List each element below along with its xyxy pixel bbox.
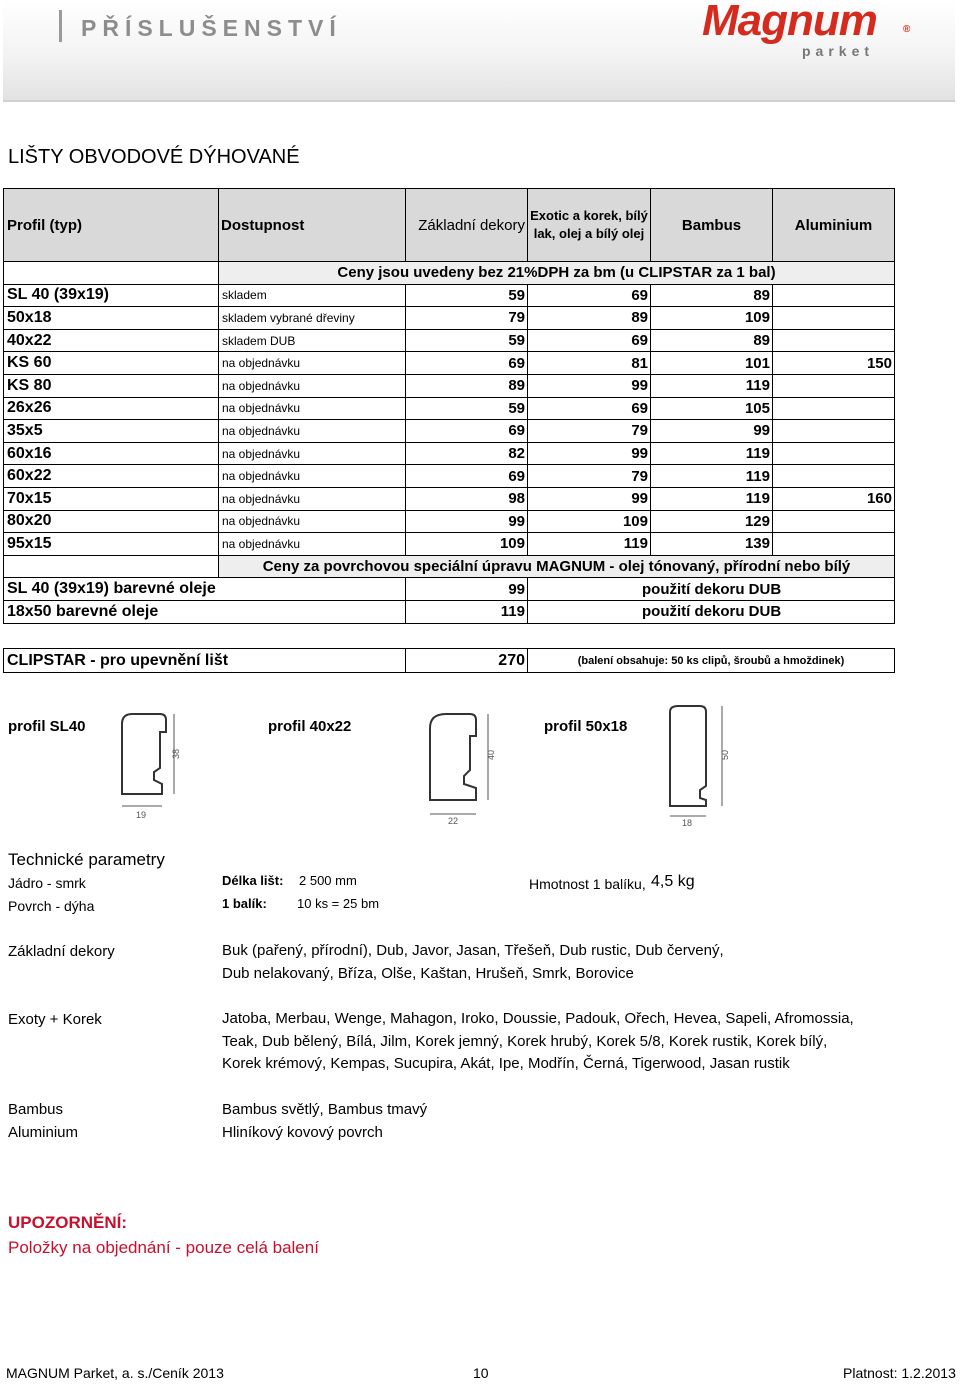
aluminium-label: Aluminium [8,1124,79,1141]
row-price-basic: 99 [406,510,528,533]
row-price-bambus: 119 [651,487,773,510]
row-price-exotic: 89 [528,307,651,330]
row-price-basic: 59 [406,329,528,352]
row-profile: KS 80 [4,374,219,397]
row-price-bambus: 119 [651,442,773,465]
row-availability: na objednávku [219,465,406,488]
row-price-aluminium [773,307,895,330]
logo-subtitle: parket [802,43,875,59]
row-price-bambus: 105 [651,397,773,420]
profile-50x18-height: 50 [720,749,730,760]
table-row [4,420,895,443]
price-note-empty [4,262,219,285]
footer-left: MAGNUM Parket, a. s./Ceník 2013 [6,1365,224,1381]
row-availability: na objednávku [219,533,406,556]
profile-sl40-drawing [116,710,196,830]
clipstar-label: CLIPSTAR - pro upevnění lišt [4,649,406,673]
table-row [4,329,895,352]
header-profile: Profil (typ) [4,189,219,262]
profile-40x22-width: 22 [448,816,459,826]
row-price-basic: 82 [406,442,528,465]
row-price-basic: 109 [406,533,528,556]
table-row [4,510,895,533]
technical-title: Technické parametry [8,850,165,869]
profile-50x18-drawing [664,702,754,832]
header-exotic: Exotic a korek, bílý lak, olej a bílý olej [528,189,651,262]
basic-decors-line: Buk (pařený, přírodní), Dub, Javor, Jasan, Třešeň, Dub rustic, Dub červený, [222,942,724,959]
basic-decors-text [222,940,724,985]
row-price-basic: 89 [406,374,528,397]
row-price-basic: 59 [406,397,528,420]
table-row [4,374,895,397]
clipstar-table [3,648,895,673]
exotic-line: Teak, Dub bělený, Bílá, Jilm, Korek jemný, Korek hrubý, Korek 5/8, Korek rustik, Korek bílý, [222,1032,828,1050]
row-price-basic: 69 [406,465,528,488]
row-price-basic: 69 [406,352,528,375]
basic-decors-line: Dub nelakovaný, Bříza, Olše, Kaštan, Hrušeň, Smrk, Borovice [222,964,634,982]
row-price-basic: 98 [406,487,528,510]
row-profile: 40x22 [4,329,219,352]
table-header-row [4,189,895,262]
row-availability: na objednávku [219,397,406,420]
row-price-exotic: 69 [528,329,651,352]
header-bambus: Bambus [651,189,773,262]
row-profile: 26x26 [4,397,219,420]
logo-registered-mark: ® [903,24,911,35]
table-row [4,397,895,420]
length-value: 2 500 mm [299,873,357,888]
bambus-label: Bambus [8,1101,64,1118]
special-note: Ceny za povrchovou speciální úpravu MAGNUM - olej tónovaný, přírodní nebo bílý [219,555,895,578]
profile-sl40-label: profil SL40 [8,718,86,735]
footer-validity: Platnost: 1.2.2013 [843,1365,956,1381]
exotic-text [222,1008,854,1076]
section-title: PŘÍSLUŠENSTVÍ [81,15,342,41]
row-availability: skladem [219,284,406,307]
clipstar-row [4,649,895,673]
row-price-aluminium: 160 [773,487,895,510]
header-aluminium: Aluminium [773,189,895,262]
row-price-aluminium [773,533,895,556]
price-note: Ceny jsou uvedeny bez 21%DPH za bm (u CLIPSTAR za 1 bal) [219,262,895,285]
profile-40x22-label: profil 40x22 [268,718,352,735]
header-availability: Dostupnost [219,189,406,262]
row-availability: na objednávku [219,487,406,510]
table-row [4,487,895,510]
row-price-aluminium: 150 [773,352,895,375]
row-price-aluminium [773,465,895,488]
row-profile: 60x22 [4,465,219,488]
row-price-exotic: 109 [528,510,651,533]
core-label: Jádro - smrk [8,875,86,891]
row-availability: na objednávku [219,510,406,533]
row-price-aluminium [773,420,895,443]
special-profile: 18x50 barevné oleje [4,600,406,623]
profile-sl40-width: 19 [136,810,147,820]
row-price-bambus: 101 [651,352,773,375]
bambus-value: Bambus světlý, Bambus tmavý [222,1101,428,1118]
row-price-bambus: 119 [651,465,773,488]
row-price-exotic: 81 [528,352,651,375]
row-profile: 95x15 [4,533,219,556]
exotic-line: Korek krémový, Kempas, Sucupira, Akát, Ipe, Modřín, Černá, Tigerwood, Jasan rustik [222,1055,790,1072]
row-availability: na objednávku [219,420,406,443]
profile-40x22-height: 40 [486,749,496,760]
row-price-exotic: 99 [528,374,651,397]
pack-label: 1 balík: [222,896,267,911]
row-price-aluminium [773,329,895,352]
row-price-exotic: 69 [528,284,651,307]
table-row [4,307,895,330]
row-price-exotic: 99 [528,487,651,510]
special-note-cell: použití dekoru DUB [528,578,895,601]
row-price-bambus: 89 [651,329,773,352]
row-profile: 80x20 [4,510,219,533]
special-price: 119 [406,600,528,623]
table-row [4,600,895,623]
row-profile: SL 40 (39x19) [4,284,219,307]
row-price-aluminium [773,374,895,397]
row-price-basic: 69 [406,420,528,443]
table-row [4,442,895,465]
weight-value: 4,5 kg [651,873,695,890]
price-note-row [4,262,895,285]
price-table [3,188,895,624]
row-price-bambus: 99 [651,420,773,443]
row-price-exotic: 79 [528,420,651,443]
row-price-bambus: 129 [651,510,773,533]
header-divider [59,10,62,42]
row-price-exotic: 99 [528,442,651,465]
exotic-line: Jatoba, Merbau, Wenge, Mahagon, Iroko, Doussie, Padouk, Ořech, Hevea, Sapeli, Afromossia, [222,1010,854,1027]
exotic-label: Exoty + Korek [8,1011,102,1028]
row-price-bambus: 119 [651,374,773,397]
row-profile: 60x16 [4,442,219,465]
table-row [4,284,895,307]
row-price-exotic: 79 [528,465,651,488]
table-row [4,533,895,556]
profile-sl40-height: 38 [171,748,181,759]
row-price-bambus: 109 [651,307,773,330]
warning-text: Položky na objednání - pouze celá balení [8,1238,319,1257]
surface-label: Povrch - dýha [8,898,95,914]
special-price: 99 [406,578,528,601]
header-basic-decors: Základní dekory [406,189,528,262]
warning-title: UPOZORNĚNÍ: [8,1213,127,1232]
row-profile: KS 60 [4,352,219,375]
row-profile: 35x5 [4,420,219,443]
profile-50x18-label: profil 50x18 [544,718,628,735]
table-row [4,465,895,488]
row-price-exotic: 119 [528,533,651,556]
row-availability: na objednávku [219,374,406,397]
row-price-aluminium [773,397,895,420]
special-note-empty [4,555,219,578]
row-price-basic: 79 [406,307,528,330]
row-availability: skladem vybrané dřeviny [219,307,406,330]
row-profile: 50x18 [4,307,219,330]
special-note-row [4,555,895,578]
page-header [3,0,955,102]
special-note-cell: použití dekoru DUB [528,600,895,623]
row-availability: na objednávku [219,442,406,465]
row-price-bambus: 139 [651,533,773,556]
row-availability: na objednávku [219,352,406,375]
length-label: Délka lišt: [222,873,284,888]
magnum-logo [702,0,918,62]
table-row [4,578,895,601]
special-profile: SL 40 (39x19) barevné oleje [4,578,406,601]
basic-decors-label: Základní dekory [8,943,115,960]
profile-50x18-width: 18 [682,818,693,828]
row-price-bambus: 89 [651,284,773,307]
clipstar-note: (balení obsahuje: 50 ks clipů, šroubů a hmoždinek) [528,649,895,673]
logo-wordmark: Magnum [702,0,877,45]
clipstar-price: 270 [406,649,528,673]
row-profile: 70x15 [4,487,219,510]
row-price-aluminium [773,510,895,533]
aluminium-value: Hliníkový kovový povrch [222,1124,383,1141]
row-price-exotic: 69 [528,397,651,420]
row-price-aluminium [773,284,895,307]
profile-40x22-drawing [424,710,514,830]
page-title: LIŠTY OBVODOVÉ DÝHOVANÉ [8,146,300,168]
row-price-aluminium [773,442,895,465]
row-price-basic: 59 [406,284,528,307]
pack-value: 10 ks = 25 bm [297,896,380,911]
table-row [4,352,895,375]
footer-page-number: 10 [473,1365,489,1381]
weight-label: Hmotnost 1 balíku, [529,876,646,892]
row-availability: skladem DUB [219,329,406,352]
